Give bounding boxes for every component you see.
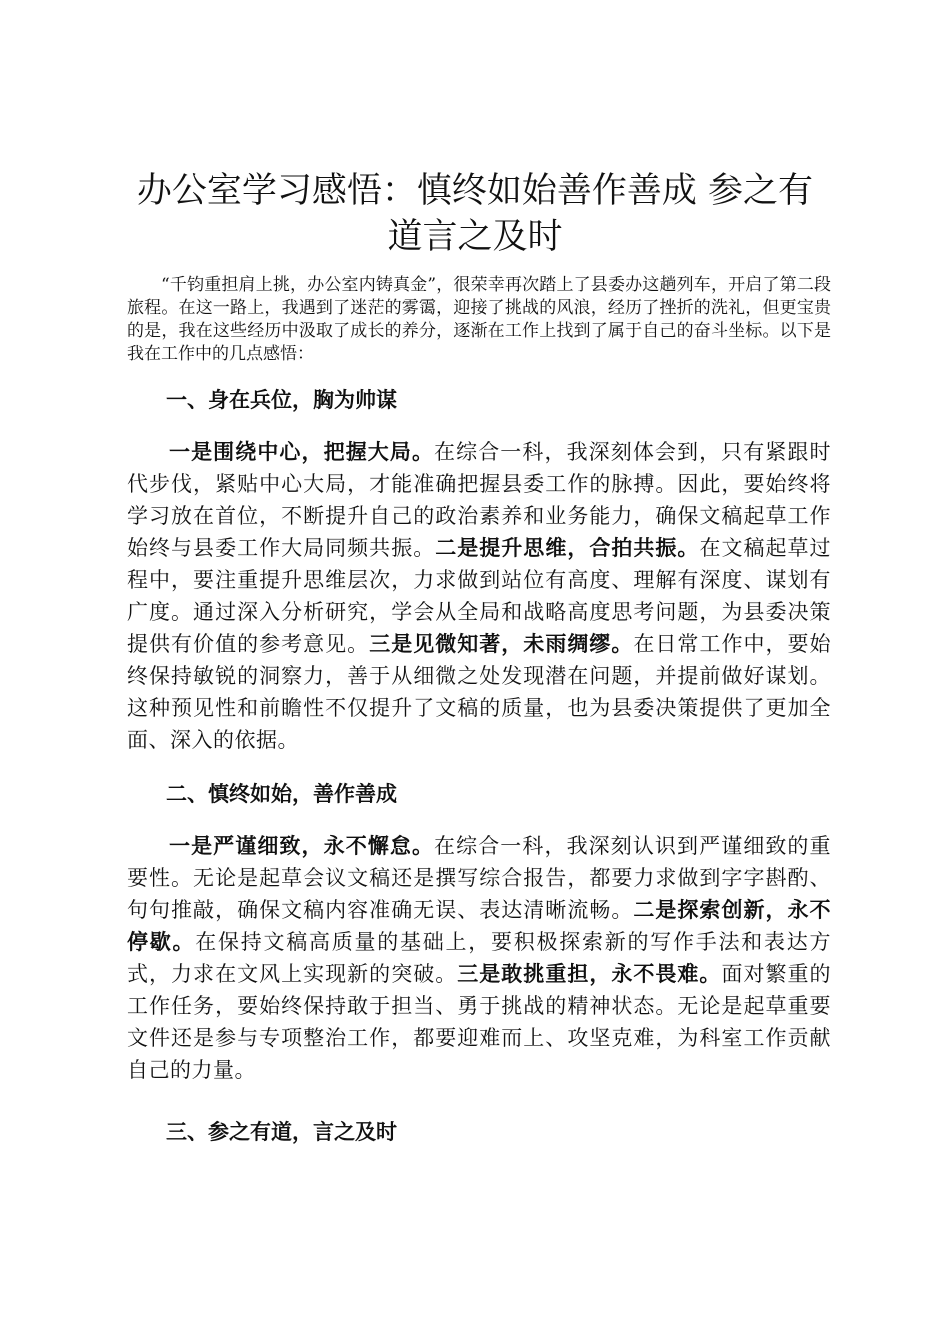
point-lead: 三是敢挑重担，永不畏难。 xyxy=(457,961,722,986)
point-text: 在日常工作中，要始终保持敏锐的洞察力，善于从细微之处发现潜在问题，并提前做好谋划。这种预见性和前瞻性不仅提升了文稿的质量，也为县委决策提供了更加全面、深入的依据。 xyxy=(127,632,832,752)
point-text: 面对繁重的工作任务，要始终保持敢于担当、勇于挑战的精神状态。无论是起草重要文件还是参与专项整治工作，都要迎难而上、攻坚克难，为科室工作贡献自己的力量。 xyxy=(127,962,832,1082)
section-heading-2: 二、慎终如始，善作善成 xyxy=(166,781,397,806)
point-text: 在综合一科，我深刻体会到，只有紧跟时代步伐，紧贴中心大局，才能准确把握县委工作的脉搏。因此，要始终将学习放在首位，不断提升自己的政治素养和业务能力，确保文稿起草工作始终与县委工作大局同频共振。 xyxy=(127,440,832,560)
document-title: 办公室学习感悟：慎终如始善作善成 参之有道言之及时 xyxy=(136,171,814,257)
point-text: 在保持文稿高质量的基础上，要积极探索新的写作手法和表达方式，力求在文风上实现新的突破。 xyxy=(127,930,831,986)
section-1-paragraph xyxy=(127,436,831,756)
intro-paragraph: “千钧重担肩上挑，办公室内铸真金”，很荣幸再次踏上了县委办这趟列车，开启了第二段旅程。在这一路上，我遇到了迷茫的雾霭，迎接了挑战的风浪，经历了挫折的洗礼，但更宝贵的是，我在这些经历中汲取了成长的养分，逐渐在工作上找到了属于自己的奋斗坐标。以下是我在工作中的几点感悟： xyxy=(127,275,831,364)
point-text: 在文稿起草过程中，要注重提升思维层次，力求做到站位有高度、理解有深度、谋划有广度。通过深入分析研究，学会从全局和战略高度思考问题，为县委决策提供有价值的参考意见。 xyxy=(127,536,832,656)
section-heading-3: 三、参之有道，言之及时 xyxy=(166,1119,397,1144)
point-text: 在综合一科，我深刻认识到严谨细致的重要性。无论是起草会议文稿还是撰写综合报告，都要力求做到字字斟酌、句句推敲，确保文稿内容准确无误、表达清晰流畅。 xyxy=(127,834,832,922)
point-lead: 一是严谨细致，永不懈怠。 xyxy=(169,833,435,858)
point-lead: 一是围绕中心，把握大局。 xyxy=(169,439,435,464)
section-heading-1: 一、身在兵位，胸为帅谋 xyxy=(166,387,397,412)
point-lead: 三是见微知著，未雨绸缪。 xyxy=(369,631,634,656)
section-2-paragraph xyxy=(127,830,831,1086)
point-lead: 二是提升思维，合拍共振。 xyxy=(435,535,700,560)
point-lead: 二是探索创新，永不停歇。 xyxy=(127,897,832,954)
